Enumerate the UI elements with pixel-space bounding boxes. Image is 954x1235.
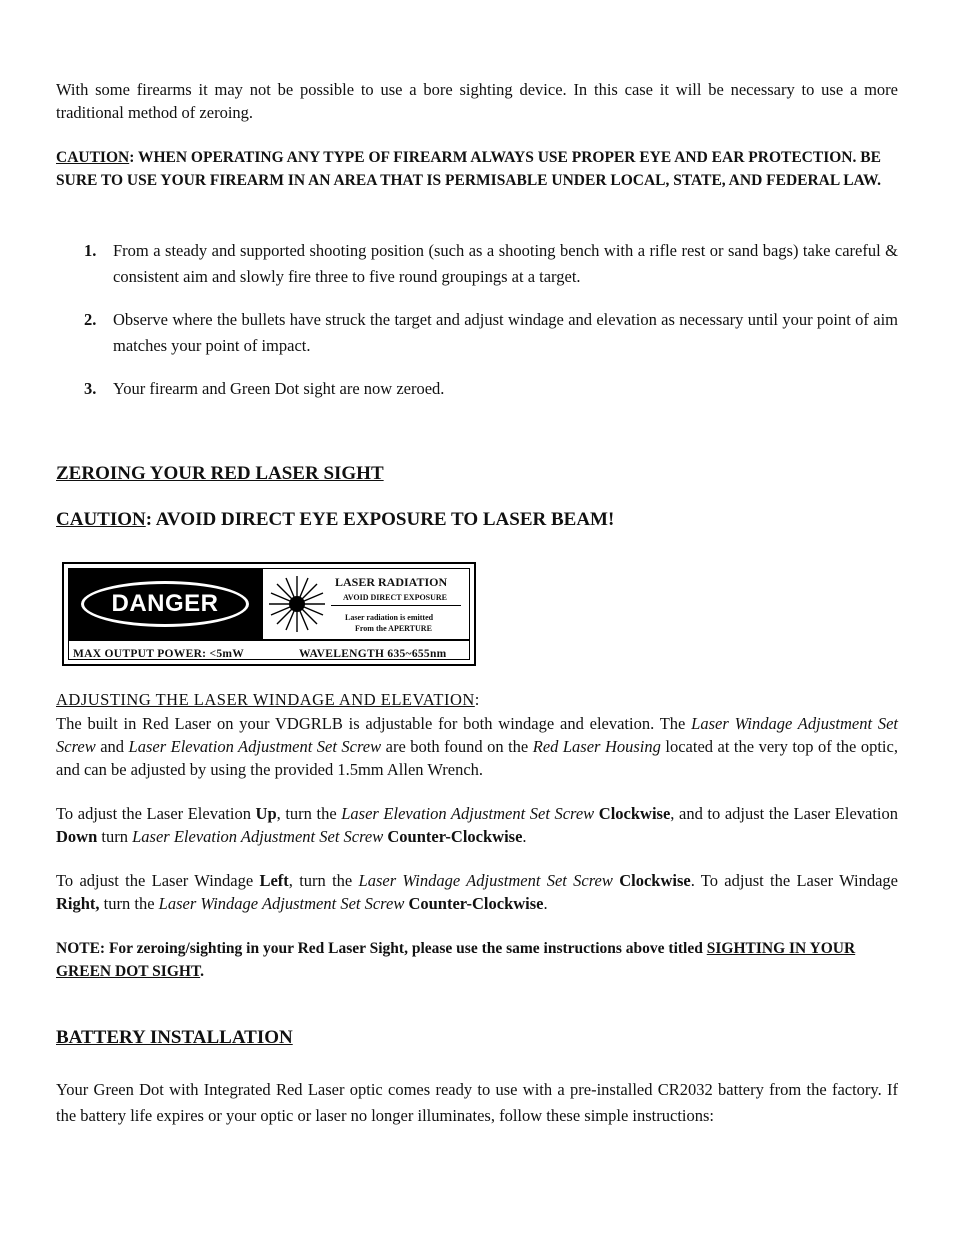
danger-panel — [69, 569, 261, 639]
zeroing-steps — [56, 238, 898, 402]
caution-text: : WHEN OPERATING ANY TYPE OF FIREARM ALWAYS USE PROPER EYE AND EAR PROTECTION. BE SURE TO USE YOUR FIREARM IN AN AREA THAT IS PERMISABLE UNDER LOCAL, STATE, AND FEDERAL LAW. — [56, 149, 881, 189]
windage-screw-ref: Laser Windage Adjustment Set Screw — [358, 871, 613, 890]
emitted-text-line1: Laser radiation is emitted — [345, 613, 434, 622]
battery-heading: BATTERY INSTALLATION — [56, 1027, 293, 1048]
text-run: The built in Red Laser on your VDGRLB is adjustable for both windage and elevation. The — [56, 714, 692, 733]
step-item — [56, 376, 898, 402]
adjusting-paragraph-elevation — [56, 802, 898, 848]
laser-radiation-panel — [263, 569, 469, 639]
label-specs-row — [69, 641, 469, 659]
note-section-reference: SIGHTING IN YOUR GREEN DOT SIGHT — [56, 940, 856, 980]
wavelength: WAVELENGTH 635~655nm — [299, 648, 447, 660]
text-run: are both found on the — [381, 737, 533, 756]
elevation-screw-ref: Laser Elevation Adjustment Set Screw — [341, 804, 595, 823]
adjusting-paragraph-1 — [56, 712, 898, 781]
elevation-screw-ref: Laser Elevation Adjustment Set Screw — [128, 737, 382, 756]
direction-right: Right, — [56, 894, 100, 913]
step-text: Your firearm and Green Dot sight are now zeroed. — [113, 379, 445, 398]
step-number: 1. — [84, 241, 97, 260]
text-run: To adjust the Laser Windage — [56, 871, 260, 890]
label-divider — [331, 605, 461, 606]
text-run: To adjust the Laser Elevation — [56, 804, 256, 823]
zeroing-note — [56, 937, 898, 983]
text-run: and — [95, 737, 129, 756]
adjusting-paragraph-windage — [56, 869, 898, 915]
text-run: , turn the — [288, 871, 359, 890]
avoid-exposure-text: AVOID DIRECT EXPOSURE — [343, 593, 448, 602]
step-item — [56, 238, 898, 290]
windage-screw-ref: Laser Windage Adjustment Set Screw — [56, 714, 899, 756]
step-number: 2. — [84, 310, 97, 329]
text-run: . — [543, 894, 548, 913]
caution-label: CAUTION — [56, 149, 130, 166]
adjusting-heading-line — [56, 690, 898, 710]
caution-label: CAUTION — [56, 509, 146, 530]
step-text: Observe where the bullets have struck the target and adjust windage and elevation as necessary until your point of aim matches your point of impact. — [113, 310, 898, 355]
direction-up: Up — [255, 804, 277, 823]
text-run: , turn the — [276, 804, 342, 823]
laser-caution — [56, 509, 898, 531]
laser-starburst-icon — [267, 575, 327, 633]
direction-clockwise: Clockwise — [619, 871, 691, 890]
note-text: NOTE: For zeroing/sighting in your Red Laser Sight, please use the same instructions above titled — [56, 940, 707, 957]
step-number: 3. — [84, 379, 97, 398]
text-run: . — [522, 827, 527, 846]
laser-housing-ref: Red Laser Housing — [532, 737, 661, 756]
elevation-screw-ref: Laser Elevation Adjustment Set Screw — [132, 827, 384, 846]
direction-left: Left — [259, 871, 289, 890]
battery-paragraph: Your Green Dot with Integrated Red Laser optic comes ready to use with a pre-installed CR2032 battery from the factory. If the battery life expires or your optic or laser no longer illuminates, follow these simple instructions: — [56, 1080, 898, 1125]
text-run: . To adjust the Laser Windage — [690, 871, 898, 890]
step-text: From a steady and supported shooting position (such as a shooting bench with a rifle rest or sand bags) take careful & consistent aim and slowly fire three to five round groupings at a target. — [113, 241, 898, 286]
step-item — [56, 307, 898, 359]
danger-oval: DANGER — [81, 581, 249, 627]
text-run: turn — [97, 827, 133, 846]
laser-danger-label — [62, 562, 476, 666]
emitted-text-line2: From the APERTURE — [355, 624, 432, 633]
adjusting-colon: : — [474, 690, 480, 709]
laser-radiation-title: LASER RADIATION — [335, 575, 448, 589]
text-run: located at the very top of the optic, and can be adjusted by using the provided 1.5mm Allen Wrench. — [56, 737, 898, 779]
red-laser-heading: ZEROING YOUR RED LASER SIGHT — [56, 463, 384, 484]
direction-clockwise: Clockwise — [598, 804, 671, 823]
max-output-power: MAX OUTPUT POWER: <5mW — [73, 648, 245, 660]
direction-counter-clockwise: Counter-Clockwise — [408, 894, 544, 913]
caution-firearm — [56, 146, 898, 192]
text-run: , and to adjust the Laser Elevation — [670, 804, 899, 823]
text-run: turn the — [99, 894, 159, 913]
caution-text: : AVOID DIRECT EYE EXPOSURE TO LASER BEAM! — [145, 509, 615, 530]
direction-counter-clockwise: Counter-Clockwise — [387, 827, 523, 846]
windage-screw-ref: Laser Windage Adjustment Set Screw — [158, 894, 405, 913]
text-run: . — [200, 963, 205, 980]
intro-paragraph: With some firearms it may not be possible to use a bore sighting device. In this case it will be necessary to use a more traditional method of zeroing. — [56, 80, 898, 122]
adjusting-heading: ADJUSTING THE LASER WINDAGE AND ELEVATION — [56, 690, 475, 709]
direction-down: Down — [56, 827, 98, 846]
